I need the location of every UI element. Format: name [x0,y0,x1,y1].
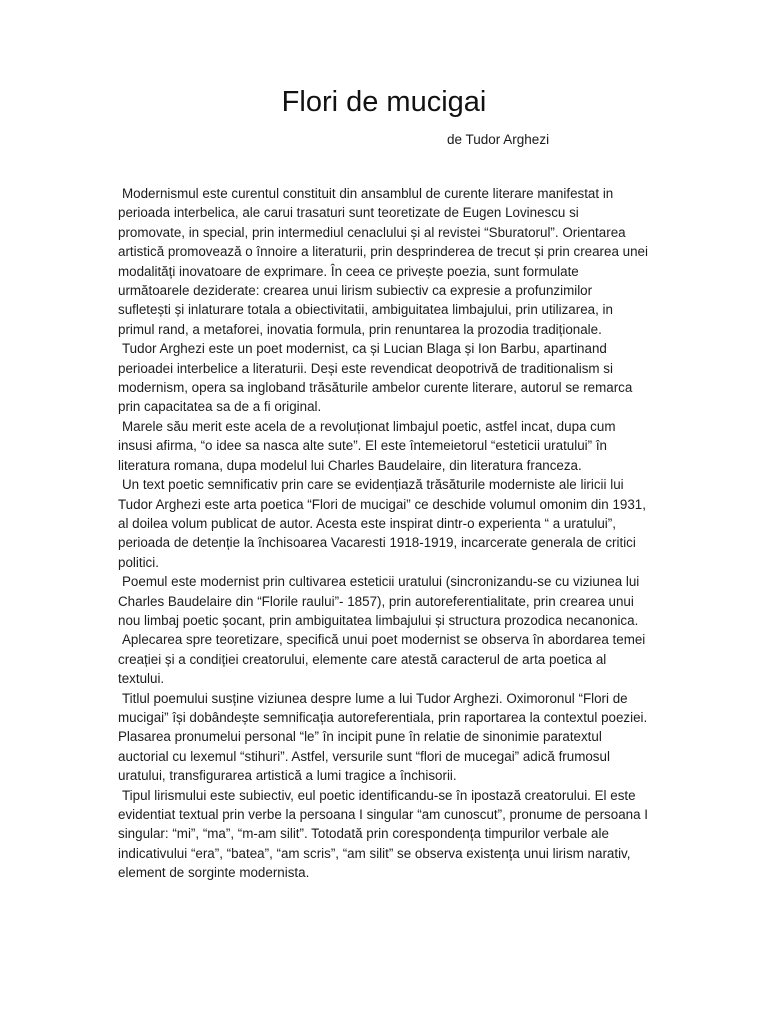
document-title: Flori de mucigai [281,86,487,118]
paragraph-text-semnificativ: Un text poetic semnificativ prin care se evidențiază trăsăturile moderniste ale liricii lui Tudor Arghezi este arta poetica “Flori de mucigai” ce deschide volumul omonim din 1931, al doilea volum publicat de autor. Acesta este inspirat dintr-o experienta “ a uratului”, perioada de detenție la închisoarea Vacaresti 1918-1919, incarcerate generala de critici politici. [118,477,646,570]
document-author: de Tudor Arghezi [447,132,550,147]
paragraph-merit: Marele său merit este acela de a revoluționat limbajul poetic, astfel incat, dupa cum insusi afirma, “o idee sa nasca alte sute”. El este întemeietorul “esteticii uratului” în literatura romana, dupa modelul lui Charles Baudelaire, din literatura franceza. [118,418,616,473]
document-body [118,184,648,883]
paragraph-arghezi-modernist: Tudor Arghezi este un poet modernist, ca și Lucian Blaga și Ion Barbu, apartinand perioadei interbelice a literaturii. Deși este revendicat deopotrivă de traditionalism si modernism, opera sa ingloband trăsăturile ambelor curente literare, autorul se remarca prin capacitatea sa de a fi original. [118,341,633,415]
paragraph-teoretizare: Aplecarea spre teoretizare, specifică unui poet modernist se observa în abordarea temei creației și a condiției creatorului, elemente care atestă caracterul de arta poetica al textului. [118,632,646,687]
paragraph-lirism: Tipul lirismului este subiectiv, eul poetic identificandu-se în ipostază creatorului. El este evidentiat textual prin verbe la persoana I singular “am cunoscut”, pronume de persoana I singular: “mi”, “ma”, “m-am silit”. Totodată prin corespondența timpurilor verbale ale indicativului “era”, “batea”, “am scris”, “am silit” se observa existența unui lirism narativ, element de sorginte modernista. [118,787,648,881]
paragraph-titlul: Titlul poemului susține viziunea despre lume a lui Tudor Arghezi. Oximoronul “Flori de mucigai” își dobândește semnificația autoreferentiala, prin raportarea la contextul poeziei. Plasarea pronumelui personal “le” în incipit pune în relatie de sinonimie paratextul auctorial cu lexemul “stihuri”. Astfel, versurile sunt “flori de mucegai” adică frumosul uratului, transfigurarea artistică a lumi tragice a închisorii. [118,690,648,784]
paragraph-poem-modernist: Poemul este modernist prin cultivarea esteticii uratului (sincronizandu-se cu viziunea lui Charles Baudelaire din “Florile raului”- 1857), prin autoreferentialitate, prin crearea unui nou limbaj poetic șocant, prin ambiguitatea limbajului și structura prozodica necanonica. [118,574,640,628]
paragraph-modernism: Modernismul este curentul constituit din ansamblul de curente literare manifestat in perioada interbelica, ale carui trasaturi sunt teoretizate de Eugen Lovinescu si promovate, in special, prin intermediul cenaclului și al revistei “Sburatorul”. Orientarea artistică promovează o înnoire a literaturii, prin desprinderea de trecut și prin crearea unei modalități inovatoare de exprimare. În ceea ce privește poezia, sunt formulate următoarele deziderate: crearea unui lirism subiectiv ca expresie a profunzimilor sufletești și inlaturare totala a obiectivitatii, ambiguitatea limbajului, prin utilizarea, in primul rand, a metaforei, inovatia formula, prin renuntarea la prozodia tradiționale. [118,186,648,337]
